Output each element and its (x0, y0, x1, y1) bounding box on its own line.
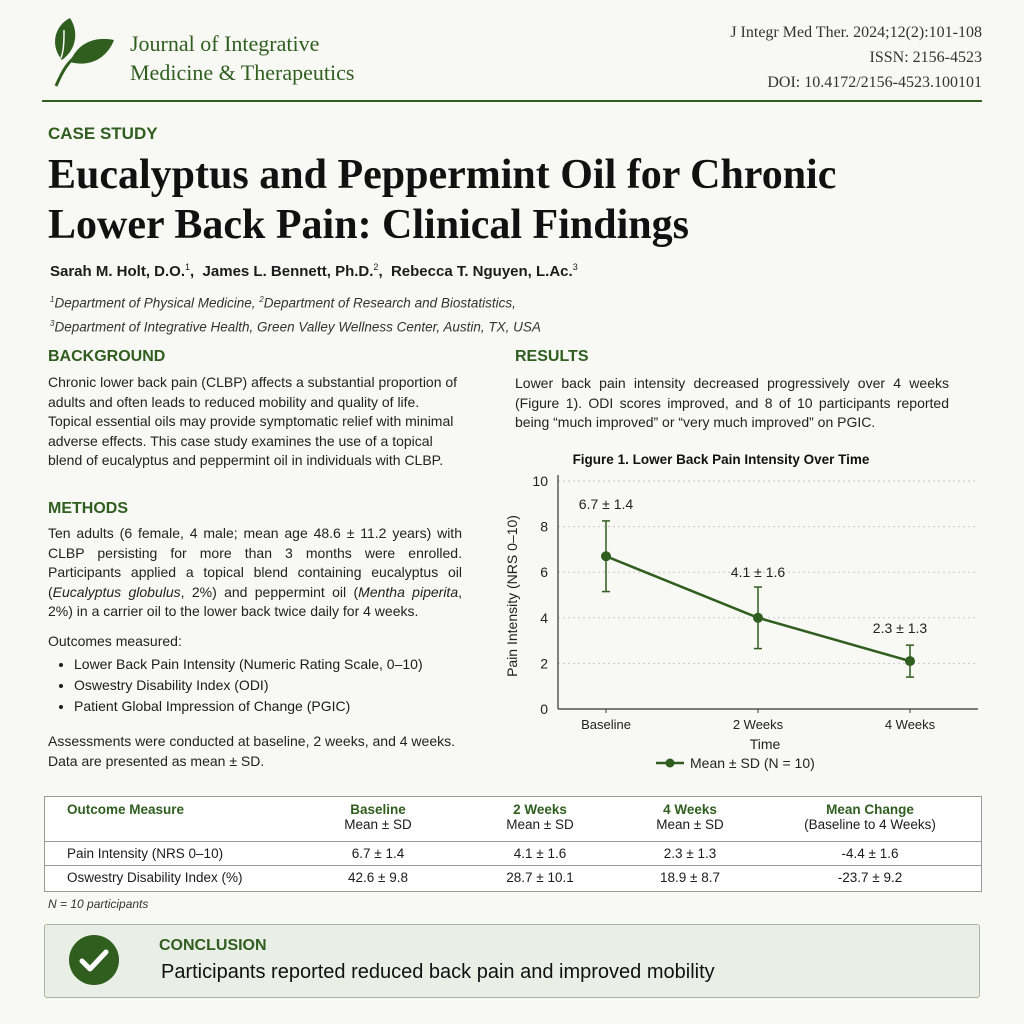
table-header-main: Mean Change (826, 802, 914, 817)
table-header-cell (621, 797, 759, 841)
table-header-cell (459, 797, 621, 841)
outcome-item: • Oswestry Disability Index (ODI) (74, 675, 470, 696)
author-name: Sarah M. Holt, D.O. (50, 263, 186, 280)
methods-text (48, 524, 462, 622)
table-header-row (45, 797, 981, 841)
methods-text-part: Ten adults (6 female, 4 male; mean age 48.6 ± 11.2 years) with CLBP persisting for more than 3 months were enrolled. Participants applied a topical blend containing eucalyptus oil ( (48, 525, 462, 600)
table-cell: -23.7 ± 9.2 (837, 869, 903, 885)
data-point (601, 551, 611, 561)
chart-legend (656, 755, 815, 771)
affiliation-line2 (50, 314, 541, 338)
leaf-logo-icon (48, 16, 116, 88)
journal-name-line1: Journal of Integrative (130, 31, 320, 56)
affiliations (50, 290, 541, 337)
affiliation-line1 (50, 290, 541, 314)
background-text: Chronic lower back pain (CLBP) affects a substantial proportion of adults and often leads to reduced mobility and quality of life. Topical essential oils may provide symptomatic relief with minimal adverse effects. This case study examines the use of a topical blend of eucalyptus and peppermint oil in individuals with CLBP. (48, 374, 458, 468)
table-header-main: 2 Weeks (513, 802, 567, 817)
species-name: Mentha piperita (358, 583, 459, 600)
author-affil-sup: 1 (185, 262, 191, 272)
article-title (48, 150, 978, 250)
conclusion-box (44, 924, 980, 998)
table-note: N = 10 participants (48, 897, 149, 911)
x-tick-label: Baseline (581, 717, 631, 732)
header-rule (42, 100, 982, 102)
data-point (905, 656, 915, 666)
journal-logo (48, 16, 116, 88)
table-cell: 2.3 ± 1.3 (663, 845, 717, 861)
table-header-cell (45, 797, 297, 841)
table-cell: 18.9 ± 8.7 (660, 869, 720, 885)
journal-name (130, 29, 354, 87)
results-table (44, 796, 982, 892)
chart-series (579, 496, 928, 677)
y-tick-label: 8 (540, 518, 548, 535)
affiliation-text: Department of Integrative Health, Green Valley Wellness Center, Austin, TX, USA (54, 319, 541, 334)
data-label: 2.3 ± 1.3 (872, 620, 928, 637)
legend-label: Mean ± SD (N = 10) (690, 755, 815, 771)
conclusion-heading: CONCLUSION (159, 937, 267, 954)
title-line1: Eucalyptus and Peppermint Oil for Chronic (48, 152, 837, 198)
table-row (45, 841, 981, 865)
author-affil-sup: 2 (373, 262, 379, 272)
assessment-text: Assessments were conducted at baseline, 2 weeks, and 4 weeks. Data are presented as mean ± SD. (48, 733, 455, 769)
legend-swatch-marker (666, 759, 675, 768)
table-header-sub: (Baseline to 4 Weeks) (804, 817, 936, 832)
species-name: Eucalyptus globulus (52, 583, 181, 600)
journal-meta (730, 20, 982, 95)
methods-heading: METHODS (48, 500, 128, 517)
background-heading: BACKGROUND (48, 348, 166, 365)
table-header-sub: Mean ± SD (344, 817, 412, 832)
chart-title: Figure 1. Lower Back Pain Intensity Over Time (572, 452, 870, 467)
y-tick-label: 10 (532, 473, 548, 489)
table-header-cell (297, 797, 459, 841)
table-row (45, 865, 981, 889)
data-point (753, 613, 763, 623)
table-cell: Pain Intensity (NRS 0–10) (67, 845, 224, 861)
table-cell: 42.6 ± 9.8 (348, 869, 408, 885)
article-type: CASE STUDY (48, 124, 158, 143)
outcome-item: • Lower Back Pain Intensity (Numeric Rating Scale, 0–10) (74, 654, 470, 675)
table-cell: -4.4 ± 1.6 (841, 845, 899, 861)
table-header-main: Baseline (350, 802, 406, 817)
methods-text-part: , 2%) in a carrier oil to the lower back twice daily for 4 weeks. (48, 583, 462, 619)
table-header-main: 4 Weeks (663, 802, 717, 817)
methods-text-part: , 2%) and peppermint oil ( (180, 583, 359, 600)
x-axis-label: Time (749, 736, 781, 752)
checkmark-icon (69, 935, 119, 985)
results-text: Lower back pain intensity decreased progressively over 4 weeks (Figure 1). ODI scores improved, and 8 of 10 participants reported being “much improved” or “very much improved” on PGIC. (515, 375, 949, 430)
affil-sup: 2 (259, 295, 264, 304)
doi: DOI: 10.4172/2156-4523.100101 (767, 74, 982, 91)
author-name: James L. Bennett, Ph.D. (202, 263, 374, 280)
table-header-cell (759, 797, 981, 841)
table-cell: 28.7 ± 10.1 (506, 869, 574, 885)
figure-1 (490, 445, 1000, 785)
table-header-sub: Mean ± SD (506, 817, 574, 832)
journal-name-line2: Medicine & Therapeutics (130, 60, 355, 85)
y-tick-label: 6 (540, 564, 548, 581)
issn: ISSN: 2156-4523 (869, 49, 982, 66)
y-tick-label: 0 (540, 701, 548, 717)
y-tick-label: 4 (540, 609, 548, 626)
data-label: 6.7 ± 1.4 (578, 495, 634, 512)
outcomes-label: Outcomes measured: (48, 633, 182, 649)
author-list: Sarah M. Holt, D.O.$^1$, James L. Bennett, Ph.D.$^2$, Rebecca T. Nguyen, L.Ac.$^3$ (50, 262, 578, 280)
x-tick-label: 4 Weeks (884, 717, 936, 732)
line-chart (490, 445, 1000, 785)
conclusion-text: Participants reported reduced back pain and improved mobility (161, 961, 715, 983)
author-affil-sup: 3 (572, 262, 578, 272)
results-table-grid (45, 797, 981, 889)
title-line2: Lower Back Pain: Clinical Findings (48, 202, 689, 248)
table-header-sub: Mean ± SD (656, 817, 724, 832)
citation: J Integr Med Ther. 2024;12(2):101-108 (730, 24, 982, 41)
affiliation-text: Department of Research and Biostatistics, (263, 295, 516, 311)
author-name: Rebecca T. Nguyen, L.Ac. (390, 263, 573, 280)
table-cell: Oswestry Disability Index (%) (67, 869, 243, 885)
table-cell: 6.7 ± 1.4 (351, 845, 405, 861)
outcomes-list (50, 654, 470, 717)
results-heading: RESULTS (515, 348, 589, 365)
outcome-item: • Patient Global Impression of Change (PGIC) (74, 696, 470, 717)
table-header-main: Outcome Measure (67, 802, 185, 817)
y-axis-label: Pain Intensity (NRS 0–10) (504, 515, 520, 677)
affil-sup: 1 (50, 295, 55, 304)
y-tick-label: 2 (540, 655, 548, 672)
data-label: 4.1 ± 1.6 (730, 564, 786, 581)
affil-sup: 3 (50, 318, 55, 328)
table-cell: 4.1 ± 1.6 (513, 845, 567, 861)
x-tick-label: 2 Weeks (732, 717, 784, 732)
affiliation-text: Department of Physical Medicine, (54, 295, 260, 311)
